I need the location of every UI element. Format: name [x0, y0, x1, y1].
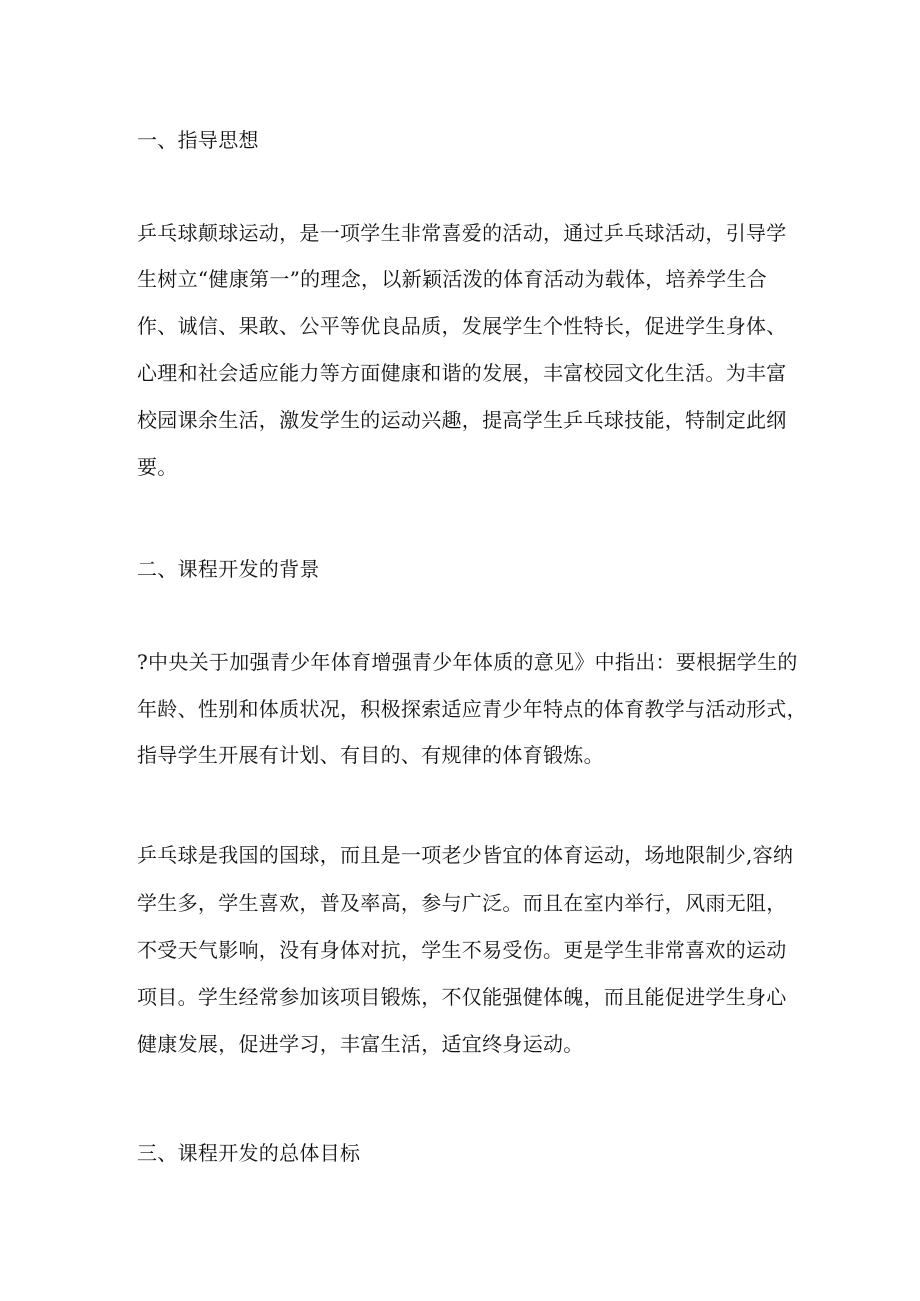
section-2-para-2-line-5: 健康发展，促进学习，丰富生活，适宜终身运动。: [137, 1032, 584, 1056]
section-2-para-2-line-4: 项目。学生经常参加该项目锻炼，不仅能强健体魄，而且能促进学生身心: [137, 985, 787, 1009]
section-2-heading: 二、课程开发的背景: [137, 557, 320, 581]
section-2-para-1-line-3: 指导学生开展有计划、有目的、有规律的体育锻炼。: [137, 743, 604, 767]
section-2-para-2-line-1: 乒乓球是我国的国球，而且是一项老少皆宜的体育运动，场地限制少,容纳: [137, 843, 794, 867]
section-2-para-2-line-3: 不受天气影响，没有身体对抗，学生不易受伤。更是学生非常喜欢的运动: [137, 938, 787, 962]
section-2-para-2-line-2: 学生多，学生喜欢，普及率高，参与广泛。而且在室内举行，风雨无阻，: [137, 891, 787, 915]
section-1-line-4: 心理和社会适应能力等方面健康和谐的发展，丰富校园文化生活。为丰富: [137, 361, 787, 385]
section-1-heading: 一、指导思想: [137, 128, 259, 152]
section-1-line-1: 乒乓球颠球运动，是一项学生非常喜爱的活动，通过乒乓球活动，引导学: [137, 221, 787, 245]
section-2-para-1-line-1: ?中央关于加强青少年体育增强青少年体质的意见》中指出：要根据学生的: [137, 650, 798, 674]
section-1-line-6: 要。: [137, 455, 178, 479]
section-1-line-3: 作、诚信、果敢、公平等优良品质，发展学生个性特长，促进学生身体、: [137, 314, 787, 338]
section-1-line-5: 校园课余生活，激发学生的运动兴趣，提高学生乒乓球技能，特制定此纲: [137, 408, 787, 432]
section-1-line-2: 生树立“健康第一”的理念，以新颖活泼的体育活动为载体，培养学生合: [137, 267, 768, 291]
section-2-para-1-line-2: 年龄、性别和体质状况，积极探索适应青少年特点的体育教学与活动形式，: [137, 697, 807, 721]
section-3-heading: 三、课程开发的总体目标: [137, 1141, 361, 1165]
